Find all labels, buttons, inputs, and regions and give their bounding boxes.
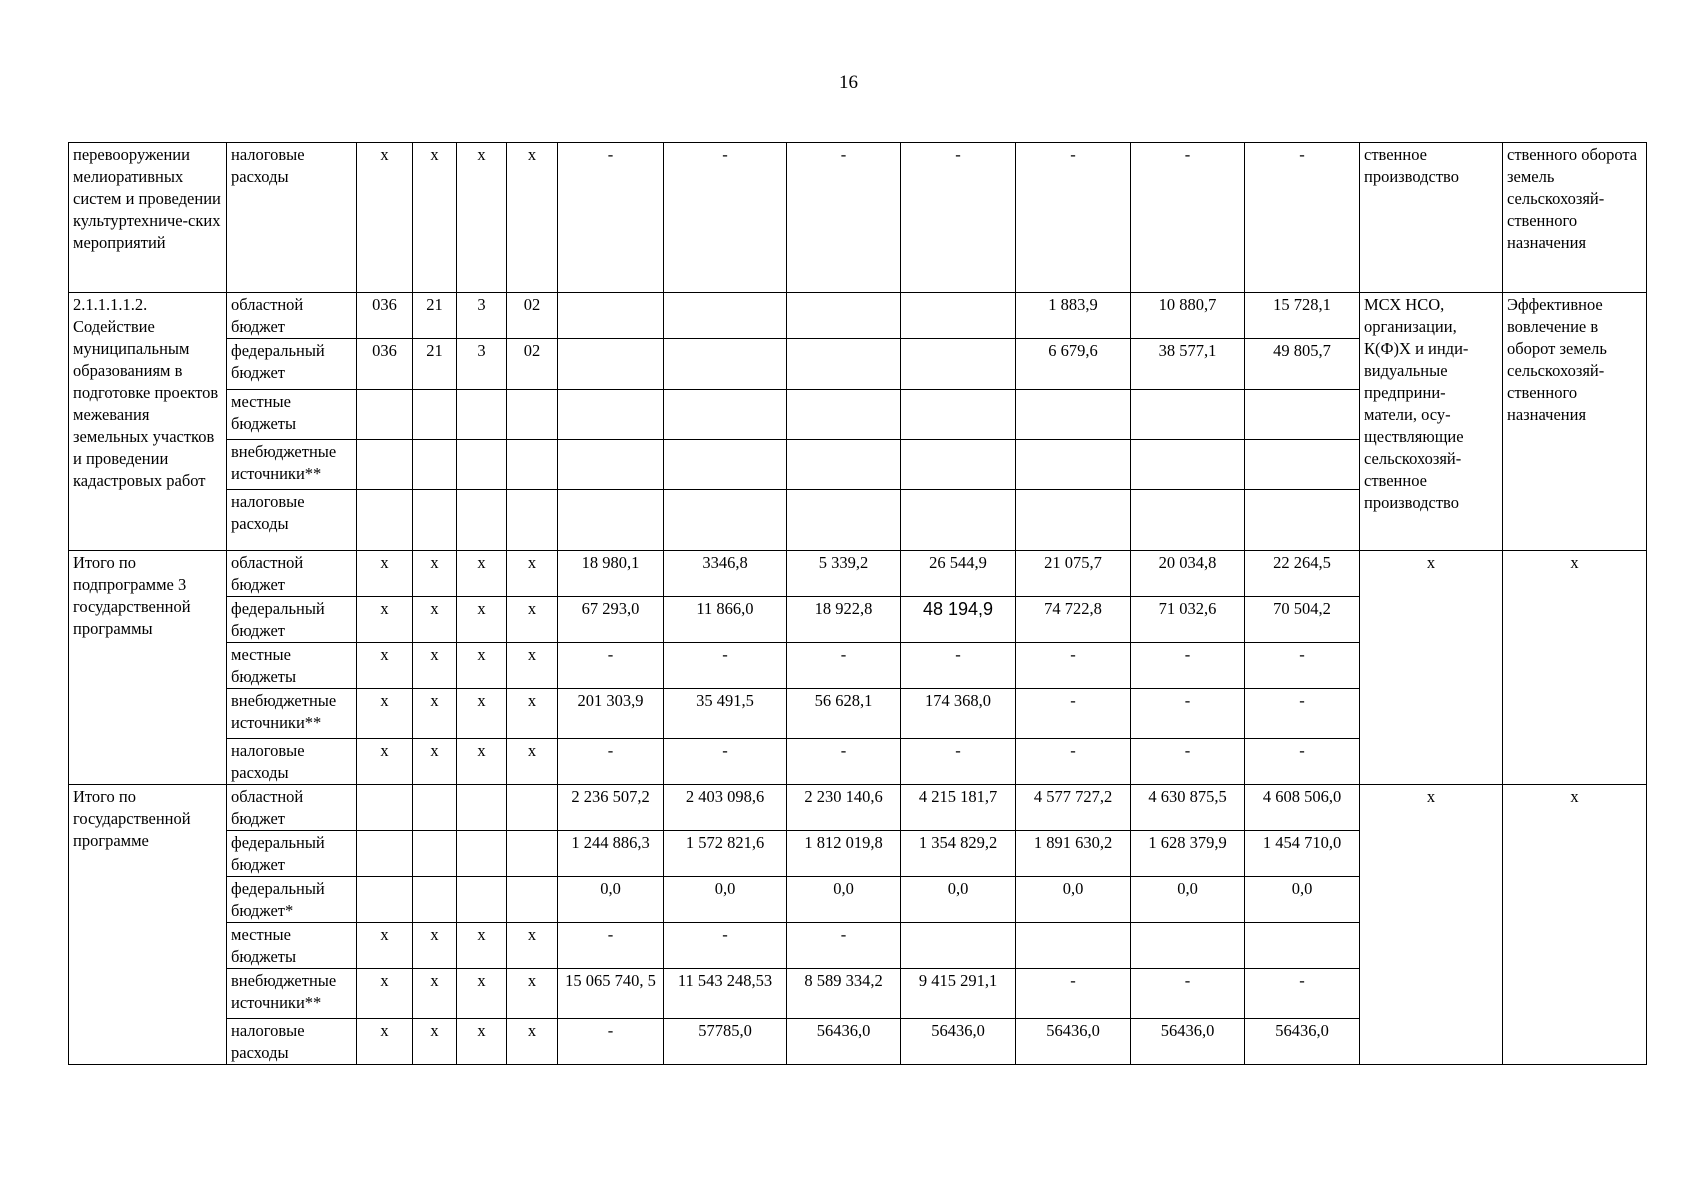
value-cell: [1016, 490, 1131, 551]
source-cell: местные бюджеты: [227, 643, 357, 689]
table-row: [69, 551, 1647, 597]
source-cell: налоговые расходы: [227, 739, 357, 785]
program-table: [68, 142, 1647, 1065]
code-cell: 21: [413, 293, 457, 339]
value-cell: -: [1131, 143, 1245, 293]
value-cell: [1016, 923, 1131, 969]
value-cell: 56436,0: [901, 1019, 1016, 1065]
executor-cell: ственное производство: [1360, 143, 1503, 293]
table-body: [69, 143, 1647, 1065]
value-cell: 21 075,7: [1016, 551, 1131, 597]
result-cell: х: [1503, 551, 1647, 785]
value-cell: 20 034,8: [1131, 551, 1245, 597]
value-cell: 48 194,9: [901, 597, 1016, 643]
value-cell: [787, 490, 901, 551]
code-cell: [507, 831, 558, 877]
value-cell: -: [664, 643, 787, 689]
code-cell: х: [507, 923, 558, 969]
source-cell: местные бюджеты: [227, 390, 357, 440]
source-cell: областной бюджет: [227, 293, 357, 339]
value-cell: -: [787, 739, 901, 785]
value-cell: 18 922,8: [787, 597, 901, 643]
code-cell: х: [357, 969, 413, 1019]
value-cell: 56436,0: [1245, 1019, 1360, 1065]
code-cell: х: [357, 143, 413, 293]
value-cell: -: [901, 643, 1016, 689]
value-cell: 57785,0: [664, 1019, 787, 1065]
source-cell: внебюджетные источники**: [227, 689, 357, 739]
value-cell: 74 722,8: [1016, 597, 1131, 643]
code-cell: х: [413, 551, 457, 597]
code-cell: х: [357, 1019, 413, 1065]
code-cell: х: [357, 597, 413, 643]
code-cell: х: [457, 969, 507, 1019]
value-cell: -: [558, 643, 664, 689]
value-cell: 67 293,0: [558, 597, 664, 643]
value-cell: 1 354 829,2: [901, 831, 1016, 877]
code-cell: х: [507, 689, 558, 739]
source-cell: областной бюджет: [227, 551, 357, 597]
code-cell: х: [507, 1019, 558, 1065]
value-cell: 0,0: [901, 877, 1016, 923]
value-cell: 56436,0: [787, 1019, 901, 1065]
code-cell: [457, 785, 507, 831]
value-cell: -: [1131, 689, 1245, 739]
code-cell: [457, 831, 507, 877]
value-cell: 10 880,7: [1131, 293, 1245, 339]
value-cell: [1131, 923, 1245, 969]
value-cell: 35 491,5: [664, 689, 787, 739]
executor-cell: х: [1360, 785, 1503, 1065]
code-cell: х: [457, 739, 507, 785]
value-cell: 4 215 181,7: [901, 785, 1016, 831]
value-cell: -: [664, 923, 787, 969]
value-cell: 56436,0: [1016, 1019, 1131, 1065]
value-cell: 56 628,1: [787, 689, 901, 739]
value-cell: 2 236 507,2: [558, 785, 664, 831]
value-cell: 15 065 740, 5: [558, 969, 664, 1019]
value-cell: 4 577 727,2: [1016, 785, 1131, 831]
code-cell: [413, 877, 457, 923]
value-cell: 49 805,7: [1245, 339, 1360, 390]
value-cell: [1131, 390, 1245, 440]
result-cell: Эффективное вовлечение в оборот земель сельскохозяй-ственного назначения: [1503, 293, 1647, 551]
value-cell: -: [1245, 643, 1360, 689]
value-cell: 1 244 886,3: [558, 831, 664, 877]
value-cell: 38 577,1: [1131, 339, 1245, 390]
code-cell: [507, 440, 558, 490]
value-cell: [664, 293, 787, 339]
value-cell: -: [558, 143, 664, 293]
source-cell: федеральный бюджет: [227, 831, 357, 877]
value-cell: -: [1245, 739, 1360, 785]
value-cell: [901, 293, 1016, 339]
value-cell: 1 812 019,8: [787, 831, 901, 877]
value-cell: -: [901, 143, 1016, 293]
code-cell: [507, 785, 558, 831]
table-row: [69, 785, 1647, 831]
source-cell: федеральный бюджет: [227, 339, 357, 390]
code-cell: х: [413, 689, 457, 739]
value-cell: [1131, 490, 1245, 551]
value-cell: -: [901, 739, 1016, 785]
page-number: 16: [839, 72, 858, 93]
value-cell: 8 589 334,2: [787, 969, 901, 1019]
event-name-cell: Итого по подпрограмме 3 государственной программы: [69, 551, 227, 785]
source-cell: внебюджетные источники**: [227, 969, 357, 1019]
code-cell: х: [507, 739, 558, 785]
code-cell: [457, 877, 507, 923]
code-cell: х: [413, 923, 457, 969]
value-cell: [787, 293, 901, 339]
value-cell: [664, 490, 787, 551]
value-cell: -: [787, 143, 901, 293]
code-cell: 21: [413, 339, 457, 390]
code-cell: х: [413, 643, 457, 689]
value-cell: -: [1016, 739, 1131, 785]
value-cell: -: [1131, 643, 1245, 689]
source-cell: налоговые расходы: [227, 1019, 357, 1065]
value-cell: [901, 440, 1016, 490]
code-cell: х: [457, 597, 507, 643]
code-cell: х: [457, 643, 507, 689]
value-cell: 26 544,9: [901, 551, 1016, 597]
value-cell: -: [558, 739, 664, 785]
value-cell: 2 230 140,6: [787, 785, 901, 831]
code-cell: [357, 877, 413, 923]
code-cell: х: [507, 597, 558, 643]
value-cell: 1 628 379,9: [1131, 831, 1245, 877]
code-cell: х: [507, 643, 558, 689]
value-cell: 0,0: [664, 877, 787, 923]
value-cell: 174 368,0: [901, 689, 1016, 739]
value-cell: [1245, 490, 1360, 551]
value-cell: [901, 490, 1016, 551]
value-cell: -: [1131, 969, 1245, 1019]
value-cell: 9 415 291,1: [901, 969, 1016, 1019]
event-name-cell: Итого по государственной программе: [69, 785, 227, 1065]
value-cell: -: [787, 923, 901, 969]
value-cell: -: [1016, 969, 1131, 1019]
value-cell: -: [558, 1019, 664, 1065]
value-cell: 0,0: [558, 877, 664, 923]
value-cell: [558, 440, 664, 490]
result-cell: ственного оборота земель сельскохозяй-ственного назначения: [1503, 143, 1647, 293]
source-cell: местные бюджеты: [227, 923, 357, 969]
value-cell: 11 543 248,53: [664, 969, 787, 1019]
value-cell: [664, 390, 787, 440]
value-cell: [901, 390, 1016, 440]
value-cell: -: [1245, 969, 1360, 1019]
code-cell: х: [507, 969, 558, 1019]
value-cell: -: [1016, 689, 1131, 739]
value-cell: 3346,8: [664, 551, 787, 597]
value-cell: [1245, 440, 1360, 490]
code-cell: х: [457, 143, 507, 293]
code-cell: 02: [507, 339, 558, 390]
source-cell: федеральный бюджет: [227, 597, 357, 643]
value-cell: [787, 440, 901, 490]
value-cell: [1016, 390, 1131, 440]
value-cell: -: [664, 739, 787, 785]
source-cell: федеральный бюджет*: [227, 877, 357, 923]
code-cell: [507, 390, 558, 440]
value-cell: 1 572 821,6: [664, 831, 787, 877]
table-row: [69, 143, 1647, 293]
source-cell: налоговые расходы: [227, 143, 357, 293]
code-cell: х: [457, 551, 507, 597]
executor-cell: х: [1360, 551, 1503, 785]
value-cell: 11 866,0: [664, 597, 787, 643]
value-cell: -: [1245, 143, 1360, 293]
code-cell: [413, 440, 457, 490]
value-cell: [1245, 390, 1360, 440]
value-cell: [664, 440, 787, 490]
code-cell: х: [357, 643, 413, 689]
code-cell: х: [507, 551, 558, 597]
code-cell: 3: [457, 339, 507, 390]
value-cell: 70 504,2: [1245, 597, 1360, 643]
value-cell: 2 403 098,6: [664, 785, 787, 831]
value-cell: [787, 339, 901, 390]
value-cell: 6 679,6: [1016, 339, 1131, 390]
code-cell: [357, 490, 413, 551]
code-cell: х: [413, 597, 457, 643]
code-cell: 02: [507, 293, 558, 339]
value-cell: 1 891 630,2: [1016, 831, 1131, 877]
value-cell: -: [1245, 689, 1360, 739]
code-cell: [413, 785, 457, 831]
code-cell: [413, 490, 457, 551]
value-cell: [901, 339, 1016, 390]
value-cell: 15 728,1: [1245, 293, 1360, 339]
value-cell: 4 630 875,5: [1131, 785, 1245, 831]
value-cell: 0,0: [1016, 877, 1131, 923]
code-cell: х: [413, 739, 457, 785]
value-cell: -: [1016, 643, 1131, 689]
code-cell: х: [357, 923, 413, 969]
value-cell: 71 032,6: [1131, 597, 1245, 643]
code-cell: х: [413, 1019, 457, 1065]
value-cell: 1 883,9: [1016, 293, 1131, 339]
code-cell: х: [457, 1019, 507, 1065]
value-cell: -: [787, 643, 901, 689]
value-cell: 201 303,9: [558, 689, 664, 739]
code-cell: [413, 831, 457, 877]
code-cell: х: [413, 143, 457, 293]
code-cell: 3: [457, 293, 507, 339]
value-cell: [1131, 440, 1245, 490]
code-cell: 036: [357, 293, 413, 339]
source-cell: внебюджетные источники**: [227, 440, 357, 490]
value-cell: 0,0: [787, 877, 901, 923]
code-cell: х: [357, 689, 413, 739]
value-cell: [558, 293, 664, 339]
code-cell: [357, 390, 413, 440]
executor-cell: МСХ НСО, организации, К(Ф)Х и инди-видуальные предприни-матели, осу-ществляющие сельскохозяй-ственное производство: [1360, 293, 1503, 551]
value-cell: 0,0: [1245, 877, 1360, 923]
value-cell: [1245, 923, 1360, 969]
value-cell: -: [558, 923, 664, 969]
code-cell: [457, 440, 507, 490]
value-cell: 22 264,5: [1245, 551, 1360, 597]
value-cell: -: [1131, 739, 1245, 785]
value-cell: 1 454 710,0: [1245, 831, 1360, 877]
code-cell: [357, 785, 413, 831]
value-cell: [558, 339, 664, 390]
code-cell: [507, 877, 558, 923]
code-cell: х: [357, 739, 413, 785]
value-cell: [787, 390, 901, 440]
value-cell: [558, 390, 664, 440]
value-cell: 56436,0: [1131, 1019, 1245, 1065]
value-cell: -: [664, 143, 787, 293]
code-cell: [413, 390, 457, 440]
event-name-cell: 2.1.1.1.1.2. Содействие муниципальным образованиям в подготовке проектов межевания земельных участков и проведении кадастровых работ: [69, 293, 227, 551]
code-cell: х: [357, 551, 413, 597]
code-cell: [507, 490, 558, 551]
value-cell: [664, 339, 787, 390]
code-cell: [457, 390, 507, 440]
result-cell: х: [1503, 785, 1647, 1065]
code-cell: х: [457, 923, 507, 969]
code-cell: [357, 440, 413, 490]
code-cell: х: [457, 689, 507, 739]
value-cell: 0,0: [1131, 877, 1245, 923]
source-cell: областной бюджет: [227, 785, 357, 831]
value-cell: [901, 923, 1016, 969]
code-cell: 036: [357, 339, 413, 390]
event-name-cell: перевооружении мелиоративных систем и проведении культуртехниче-ских мероприятий: [69, 143, 227, 293]
code-cell: [357, 831, 413, 877]
value-cell: 4 608 506,0: [1245, 785, 1360, 831]
code-cell: [457, 490, 507, 551]
source-cell: налоговые расходы: [227, 490, 357, 551]
code-cell: х: [413, 969, 457, 1019]
code-cell: х: [507, 143, 558, 293]
value-cell: 5 339,2: [787, 551, 901, 597]
table-row: [69, 293, 1647, 339]
value-cell: 18 980,1: [558, 551, 664, 597]
value-cell: [558, 490, 664, 551]
value-cell: -: [1016, 143, 1131, 293]
value-cell: [1016, 440, 1131, 490]
